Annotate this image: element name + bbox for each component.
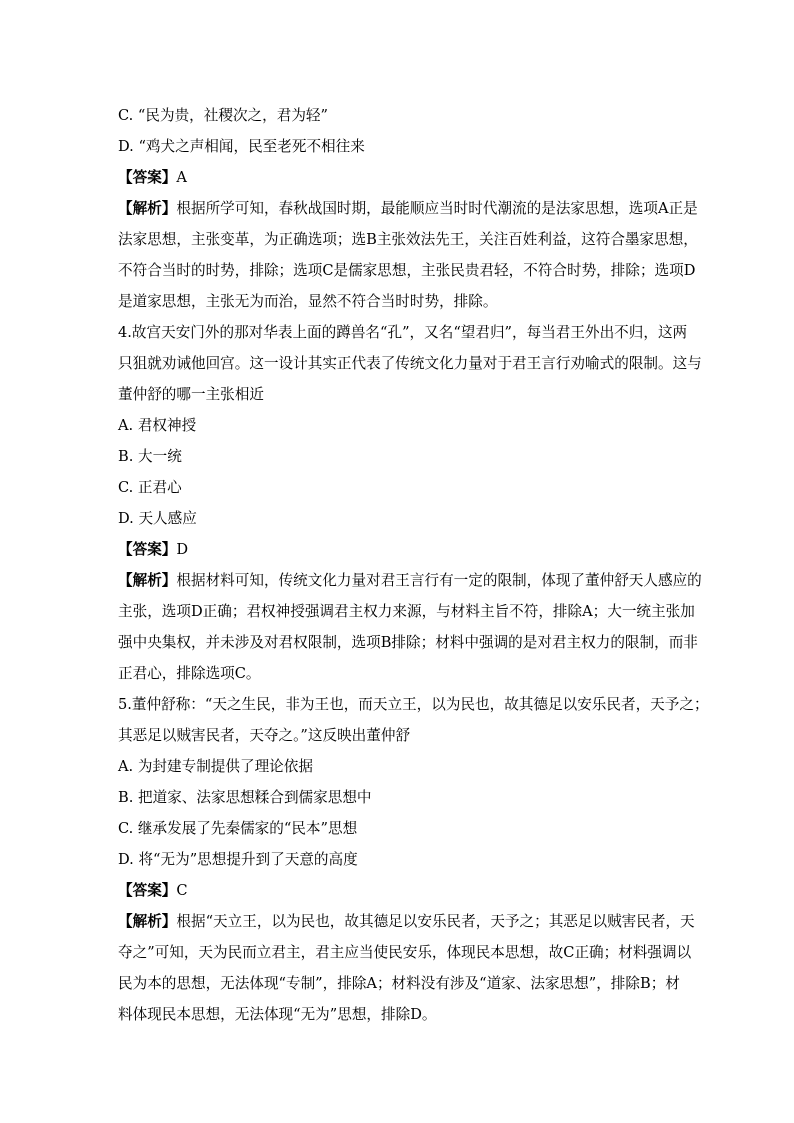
q4-option-b: B. 大一统 bbox=[118, 448, 182, 465]
analysis-line: 法家思想，主张变革，为正确选项；选B主张效法先王，关注百姓利益，这符合墨家思想， bbox=[118, 231, 698, 248]
q5-option-a: A. 为封建专制提供了理论依据 bbox=[118, 758, 313, 775]
analysis-line: 根据所学可知，春秋战国时期，最能顺应当时时代潮流的是法家思想，选项A正是 bbox=[176, 200, 698, 217]
analysis-line: 根据材料可知，传统文化力量对君王言行有一定的限制，体现了董仲舒天人感应的 bbox=[176, 572, 702, 589]
q4-option-c: C. 正君心 bbox=[118, 479, 182, 496]
analysis-line: 正君心，排除选项C。 bbox=[118, 665, 261, 682]
q3-answer bbox=[118, 162, 678, 193]
analysis-line: 民为本的思想，无法体现“专制”，排除A；材料没有涉及“道家、法家思想”，排除B；材 bbox=[118, 975, 680, 992]
q4-option-d: D. 天人感应 bbox=[118, 510, 197, 527]
answer-tag: 【答案】 bbox=[118, 882, 177, 899]
answer-tag: 【答案】 bbox=[118, 541, 177, 558]
document-page bbox=[118, 100, 709, 1030]
analysis-line: 是道家思想，主张无为而治，显然不符合当时时势，排除。 bbox=[118, 293, 498, 310]
q5-answer bbox=[118, 875, 678, 906]
stem-line: 5.董仲舒称：“天之生民，非为王也，而天立王，以为民也，故其德足以安乐民者，天予之； bbox=[118, 696, 709, 713]
analysis-line: 主张，选项D正确；君权神授强调君主权力来源，与材料主旨不符，排除A；大一统主张加 bbox=[118, 603, 695, 620]
analysis-line: 不符合当时的时势，排除；选项C是儒家思想，主张民贵君轻，不符合时势，排除；选项D bbox=[118, 262, 696, 279]
analysis-tag: 【解析】 bbox=[118, 572, 177, 589]
q3-option-c: C. “民为贵，社稷次之，君为轻” bbox=[118, 107, 328, 124]
analysis-line: 夺之”可知，天为民而立君主，君主应当使民安乐，体现民本思想，故C正确；材料强调以 bbox=[118, 944, 692, 961]
q5-option-c: C. 继承发展了先秦儒家的“民本”思想 bbox=[118, 820, 358, 837]
q5-analysis bbox=[118, 906, 695, 1030]
analysis-tag: 【解析】 bbox=[118, 913, 177, 930]
answer-value: C bbox=[176, 882, 188, 899]
stem-line: 4.故宫天安门外的那对华表上面的蹲兽名“孔”，又名“望君归”，每当君王外出不归，这两 bbox=[118, 324, 688, 341]
q3-analysis bbox=[118, 193, 698, 317]
analysis-line: 强中央集权，并未涉及对君权限制，选项B排除；材料中强调的是对君主权力的限制，而非 bbox=[118, 634, 698, 651]
stem-line: 其恶足以贼害民者，天夺之。”这反映出董仲舒 bbox=[118, 727, 411, 744]
q5-stem bbox=[118, 689, 709, 751]
q3-option-d: D. “鸡犬之声相闻，民至老死不相往来 bbox=[118, 138, 365, 155]
q4-answer bbox=[118, 534, 678, 565]
answer-tag: 【答案】 bbox=[118, 169, 177, 186]
stem-line: 只狙就劝诫他回宫。这一设计其实正代表了传统文化力量对于君王言行劝喻式的限制。这与 bbox=[118, 355, 702, 372]
q5-option-d: D. 将“无为”思想提升到了天意的高度 bbox=[118, 851, 358, 868]
analysis-line: 料体现民本思想，无法体现“无为”思想，排除D。 bbox=[118, 1006, 437, 1023]
stem-line: 董仲舒的哪一主张相近 bbox=[118, 386, 264, 403]
analysis-line: 根据“天立王，以为民也，故其德足以安乐民者，天予之；其恶足以贼害民者，天 bbox=[176, 913, 695, 930]
q5-option-b: B. 把道家、法家思想糅合到儒家思想中 bbox=[118, 789, 372, 806]
answer-value: A bbox=[176, 169, 187, 186]
analysis-tag: 【解析】 bbox=[118, 200, 177, 217]
q4-analysis bbox=[118, 565, 702, 689]
q4-option-a: A. 君权神授 bbox=[118, 417, 197, 434]
q4-stem bbox=[118, 317, 702, 410]
answer-value: D bbox=[176, 541, 189, 558]
